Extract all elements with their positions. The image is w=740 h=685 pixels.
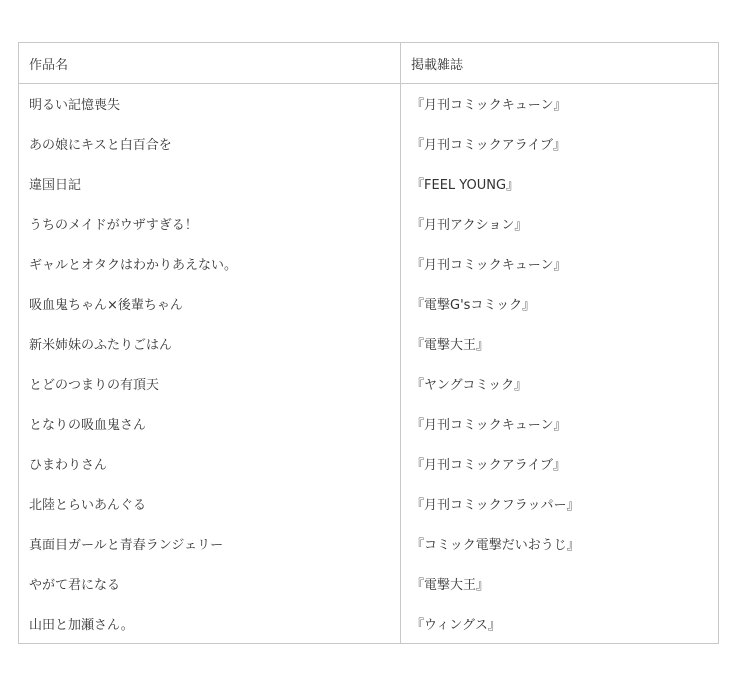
work-title-cell: となりの吸血鬼さん [19, 403, 401, 443]
table-row [19, 243, 719, 283]
table-row [19, 283, 719, 323]
work-title-cell: 違国日記 [19, 163, 401, 203]
table-row [19, 483, 719, 523]
header-row [19, 43, 719, 84]
work-title-cell: 吸血鬼ちゃん×後輩ちゃん [19, 283, 401, 323]
work-title-cell: うちのメイドがウザすぎる！ [19, 203, 401, 243]
magazine-cell: 『月刊コミックアライブ』 [401, 443, 719, 483]
table-row [19, 84, 719, 124]
magazine-cell: 『月刊アクション』 [401, 203, 719, 243]
magazine-cell: 『電撃大王』 [401, 563, 719, 603]
work-title-cell: ひまわりさん [19, 443, 401, 483]
table-row [19, 443, 719, 483]
magazine-cell: 『電撃大王』 [401, 323, 719, 363]
table-body [19, 84, 719, 644]
work-title-cell: あの娘にキスと白百合を [19, 123, 401, 163]
manga-table-container [18, 42, 718, 644]
table-row [19, 203, 719, 243]
table-row [19, 323, 719, 363]
magazine-cell: 『月刊コミックアライブ』 [401, 123, 719, 163]
work-title-cell: ギャルとオタクはわかりあえない。 [19, 243, 401, 283]
work-title-cell: 山田と加瀬さん。 [19, 603, 401, 644]
work-title-cell: 北陸とらいあんぐる [19, 483, 401, 523]
magazine-cell: 『電撃G'sコミック』 [401, 283, 719, 323]
magazine-cell: 『ヤングコミック』 [401, 363, 719, 403]
table-row [19, 123, 719, 163]
magazine-cell: 『月刊コミックフラッパー』 [401, 483, 719, 523]
table-row [19, 363, 719, 403]
work-title-cell: 明るい記憶喪失 [19, 84, 401, 124]
table-row [19, 523, 719, 563]
work-title-cell: 真面目ガールと青春ランジェリー [19, 523, 401, 563]
header-title: 作品名 [19, 43, 401, 84]
table-row [19, 603, 719, 644]
work-title-cell: やがて君になる [19, 563, 401, 603]
work-title-cell: 新米姉妹のふたりごはん [19, 323, 401, 363]
table-row [19, 163, 719, 203]
table-header [19, 43, 719, 84]
magazine-cell: 『ウィングス』 [401, 603, 719, 644]
magazine-cell: 『月刊コミックキューン』 [401, 243, 719, 283]
manga-magazine-table [18, 42, 719, 644]
table-row [19, 403, 719, 443]
magazine-cell: 『FEEL YOUNG』 [401, 163, 719, 203]
work-title-cell: とどのつまりの有頂天 [19, 363, 401, 403]
table-row [19, 563, 719, 603]
magazine-cell: 『コミック電撃だいおうじ』 [401, 523, 719, 563]
header-magazine: 掲載雑誌 [401, 43, 719, 84]
magazine-cell: 『月刊コミックキューン』 [401, 84, 719, 124]
magazine-cell: 『月刊コミックキューン』 [401, 403, 719, 443]
